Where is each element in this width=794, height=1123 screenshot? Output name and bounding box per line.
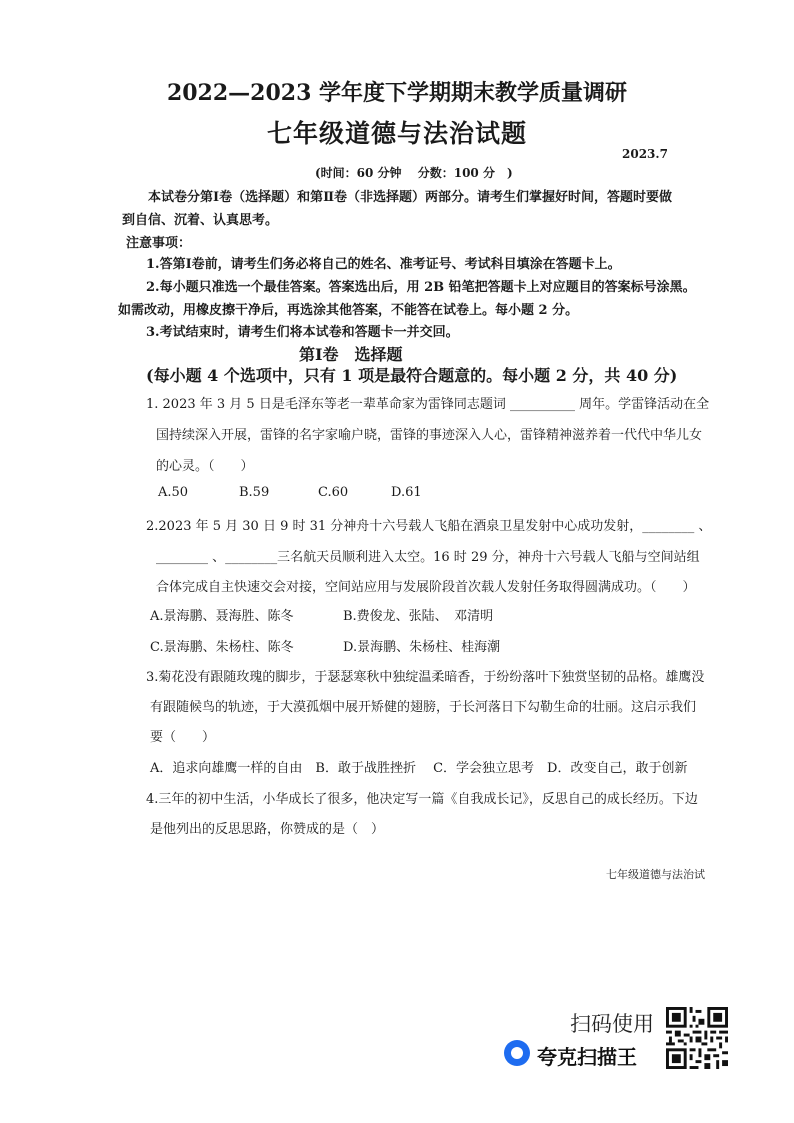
time-info: (时间：60 分钟 分数：100 分 ) xyxy=(315,166,513,180)
intro-line-2: 到自信、沉着、认真思考。 xyxy=(122,213,279,228)
scan-text: 扫码使用 xyxy=(570,1012,654,1036)
q3-line-2: 有跟随候鸟的轨迹，于大漠孤烟中展开矫健的翅膀，于长河落日下勾勒生命的壮丽。这启示我们 xyxy=(150,700,697,715)
q1-option-b: B.59 xyxy=(239,485,270,500)
qr-code-icon[interactable] xyxy=(666,1007,728,1069)
q2-line-1: 2.2023 年 5 月 30 日 9 时 31 分神舟十六号载人飞船在酒泉卫星发射中心成功发射，________ 、 xyxy=(146,519,712,534)
q1-option-d: D.61 xyxy=(391,485,422,500)
q1-option-c: C.60 xyxy=(318,485,349,500)
q2-option-b: B.费俊龙、张陆、 邓清明 xyxy=(343,609,494,624)
exam-date: 2023.7 xyxy=(622,147,668,161)
q2-line-3: 合体完成自主快速交会对接，空间站应用与发展阶段首次载人发射任务取得圆满成功。（ ） xyxy=(156,580,696,595)
exam-subtitle: 七年级道德与法治试题 xyxy=(266,119,527,148)
q3-line-3: 要（ ） xyxy=(150,730,216,745)
q1-option-a: A.50 xyxy=(158,485,189,500)
q4-line-2: 是他列出的反思思路，你赞成的是（ ） xyxy=(150,822,385,837)
notice-3: 3.考试结束时，请考生们将本试卷和答题卡一并交回。 xyxy=(146,325,459,340)
footer-subject: 七年级道德与法治试 xyxy=(606,868,705,881)
notice-1: 1.答第Ⅰ卷前，请考生们务必将自己的姓名、准考证号、考试科目填涂在答题卡上。 xyxy=(146,257,621,272)
notice-title: 注意事项： xyxy=(126,236,192,251)
q2-option-c: C.景海鹏、朱杨柱、陈冬 xyxy=(150,640,294,655)
q2-option-a: A.景海鹏、聂海胜、陈冬 xyxy=(150,609,294,624)
q1-line-2: 国持续深入开展，雷锋的名字家喻户晓，雷锋的事迹深入人心，雷锋精神滋养着一代代中华儿女 xyxy=(156,428,703,443)
section-note: (每小题 4 个选项中，只有 1 项是最符合题意的。每小题 2 分，共 40 分) xyxy=(146,366,678,385)
intro-line-1: 本试卷分第Ⅰ卷（选择题）和第Ⅱ卷（非选择题）两部分。请考生们掌握好时间，答题时要做 xyxy=(148,190,673,205)
notice-2a: 2.每小题只准选一个最佳答案。答案选出后，用 2B 铅笔把答题卡上对应题目的答案标号涂黑。 xyxy=(146,280,696,295)
brand-logo-icon xyxy=(504,1040,530,1066)
q2-option-d: D.景海鹏、朱杨柱、桂海潮 xyxy=(343,640,501,655)
q1-line-1: 1. 2023 年 3 月 5 日是毛泽东等老一辈革命家为雷锋同志题词 __________ 周年。学雷锋活动在全 xyxy=(146,397,710,412)
q3-options: A．追求向雄鹰一样的自由 B．敢于战胜挫折 C．学会独立思考 D．改变自己，敢于创新 xyxy=(150,761,688,776)
section-title: 第Ⅰ卷 选择题 xyxy=(299,345,403,364)
q4-line-1: 4.三年的初中生活，小华成长了很多，他决定写一篇《自我成长记》，反思自己的成长经历。下边 xyxy=(146,792,698,807)
notice-2b: 如需改动，用橡皮擦干净后，再选涂其他答案，不能答在试卷上。每小题 2 分。 xyxy=(118,303,579,318)
q1-line-3: 的心灵。（ ） xyxy=(156,459,254,474)
q2-line-2: ________ 、________三名航天员顺利进入太空。16 时 29 分，神舟十六号载人飞船与空间站组 xyxy=(156,550,700,565)
brand-name: 夸克扫描王 xyxy=(537,1045,637,1069)
q3-line-1: 3.菊花没有跟随玫瑰的脚步，于瑟瑟寒秋中独绽温柔暗香，于纷纷落叶下独赏坚韧的品格。雄鹰没 xyxy=(146,670,705,685)
exam-title: 2022—2023 学年度下学期期末教学质量调研 xyxy=(166,80,628,106)
